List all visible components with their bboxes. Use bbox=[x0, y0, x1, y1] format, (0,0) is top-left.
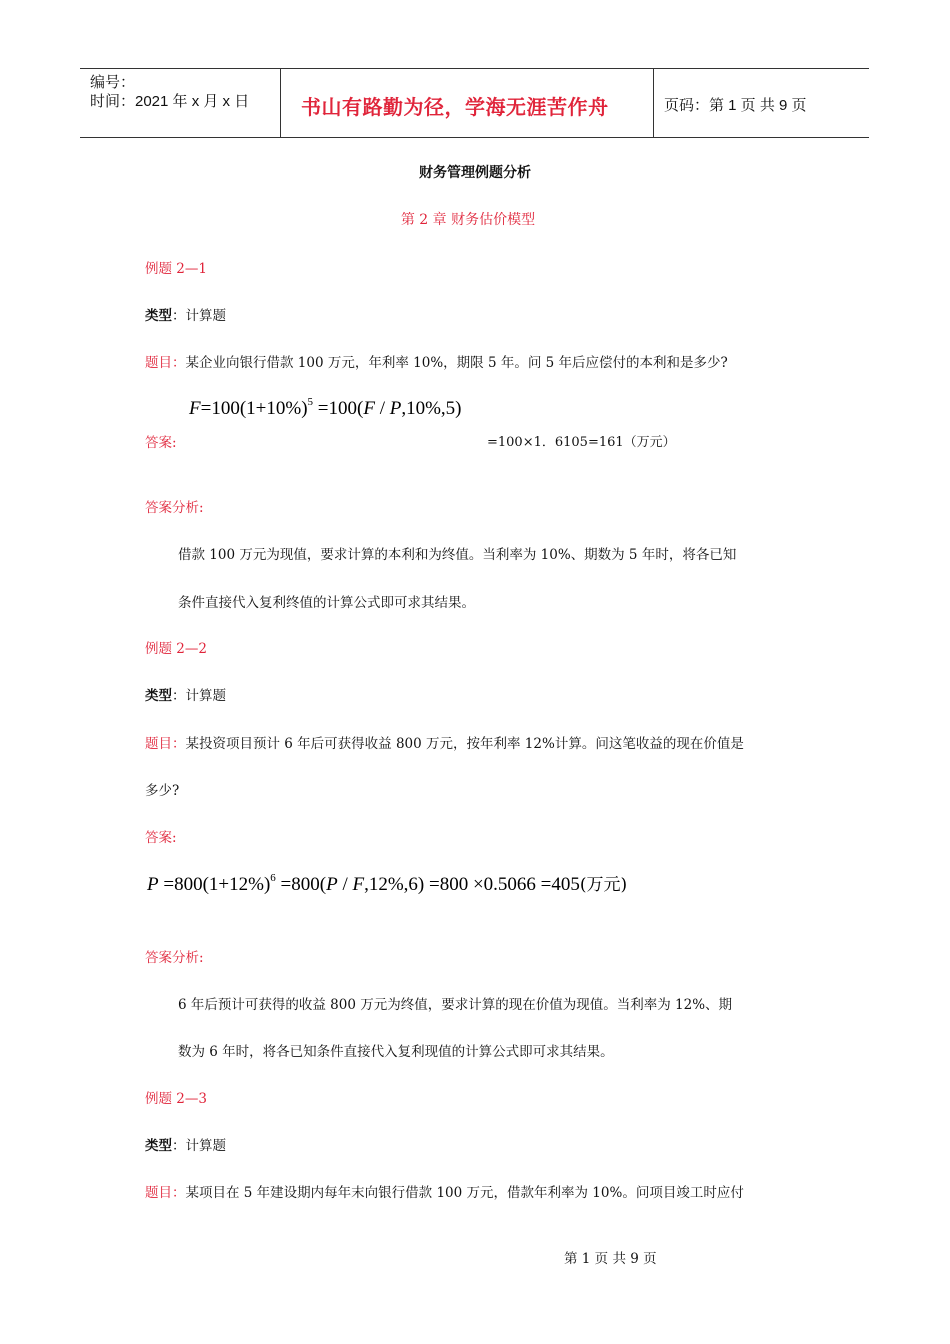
header-time-label: 时间：2021 年 x 月 x 日 bbox=[90, 93, 250, 110]
formula-part: =800( bbox=[275, 874, 327, 895]
formula-part: ,12%,6) =800 ×0.5066 =405 bbox=[364, 874, 580, 895]
header-motto: 书山有路勤为径，学海无涯苦作舟 bbox=[301, 95, 609, 119]
formula-part: / bbox=[374, 398, 390, 419]
example-heading: 例题 2—1 bbox=[145, 261, 207, 277]
answer-result: =100×1．6105=161（万元） bbox=[487, 435, 676, 450]
page-footer: 第 1 页 共 9 页 bbox=[564, 1251, 657, 1267]
analysis-text: 借款 100 万元为现值，要求计算的本利和为终值。当利率为 10%、期数为 5 年时，将各已知 bbox=[178, 547, 737, 563]
type-value: ：计算题 bbox=[172, 1138, 226, 1154]
example-heading: 例题 2—2 bbox=[145, 641, 207, 657]
question-text: 某企业向银行借款 100 万元，年利率 10%，期限 5 年。问 5 年后应偿付的本利和是多少? bbox=[185, 355, 728, 371]
analysis-label: 答案分析: bbox=[145, 950, 204, 966]
formula-part: P bbox=[389, 398, 402, 419]
header-page-label: 页码：第 1 页 共 9 页 bbox=[664, 97, 807, 114]
formula-part: =100(1+10%) bbox=[200, 398, 308, 419]
formula-exponent: 6 bbox=[270, 872, 276, 884]
header-divider bbox=[280, 69, 281, 137]
analysis-text: 数为 6 年时，将各已知条件直接代入复利现值的计算公式即可求其结果。 bbox=[178, 1044, 614, 1060]
type-label: 类型 bbox=[145, 1138, 172, 1154]
document-title: 财务管理例题分析 bbox=[419, 165, 531, 181]
analysis-label: 答案分析: bbox=[145, 500, 204, 516]
header-divider bbox=[653, 69, 654, 137]
answer-label: 答案: bbox=[145, 435, 177, 451]
type-value: ：计算题 bbox=[172, 308, 226, 324]
question-text: 多少? bbox=[145, 783, 180, 799]
type-label: 类型 bbox=[145, 688, 172, 704]
formula-present-value bbox=[147, 870, 627, 896]
formula-part: =100( bbox=[313, 398, 364, 419]
formula-part: P bbox=[326, 874, 338, 895]
type-line bbox=[145, 304, 226, 324]
formula-part: P bbox=[147, 874, 159, 895]
header-number-label: 编号： bbox=[90, 74, 136, 91]
type-value: ：计算题 bbox=[172, 688, 226, 704]
question-line bbox=[145, 1181, 744, 1201]
analysis-text: 6 年后预计可获得的收益 800 万元为终值，要求计算的现在价值为现值。当利率为 12%、期 bbox=[178, 997, 733, 1013]
question-line bbox=[145, 351, 728, 371]
formula-part: F bbox=[189, 398, 201, 419]
example-heading: 例题 2—3 bbox=[145, 1091, 207, 1107]
formula-part: / bbox=[337, 874, 353, 895]
question-label: 题目： bbox=[145, 736, 186, 752]
chapter-heading: 第 2 章 财务估价模型 bbox=[400, 212, 536, 228]
question-label: 题目： bbox=[145, 1185, 186, 1201]
formula-unit: (万元) bbox=[579, 875, 628, 895]
analysis-text: 条件直接代入复利终值的计算公式即可求其结果。 bbox=[178, 595, 475, 611]
answer-label: 答案: bbox=[145, 830, 177, 846]
formula-exponent: 5 bbox=[307, 396, 314, 408]
formula-part: F bbox=[352, 874, 365, 895]
type-label: 类型 bbox=[145, 308, 172, 324]
type-line bbox=[145, 1134, 226, 1154]
formula-part: =800(1+12%) bbox=[158, 874, 271, 895]
formula-part: ,10%,5) bbox=[401, 398, 462, 419]
question-label: 题目： bbox=[145, 355, 186, 371]
formula-part: F bbox=[363, 398, 375, 419]
type-line bbox=[145, 684, 226, 704]
question-line bbox=[145, 732, 744, 752]
question-text: 某项目在 5 年建设期内每年末向银行借款 100 万元，借款年利率为 10%。问项目竣工时应付 bbox=[185, 1185, 744, 1201]
formula-future-value bbox=[189, 396, 461, 420]
question-text: 某投资项目预计 6 年后可获得收益 800 万元，按年利率 12%计算。问这笔收益的现在价值是 bbox=[185, 736, 744, 752]
